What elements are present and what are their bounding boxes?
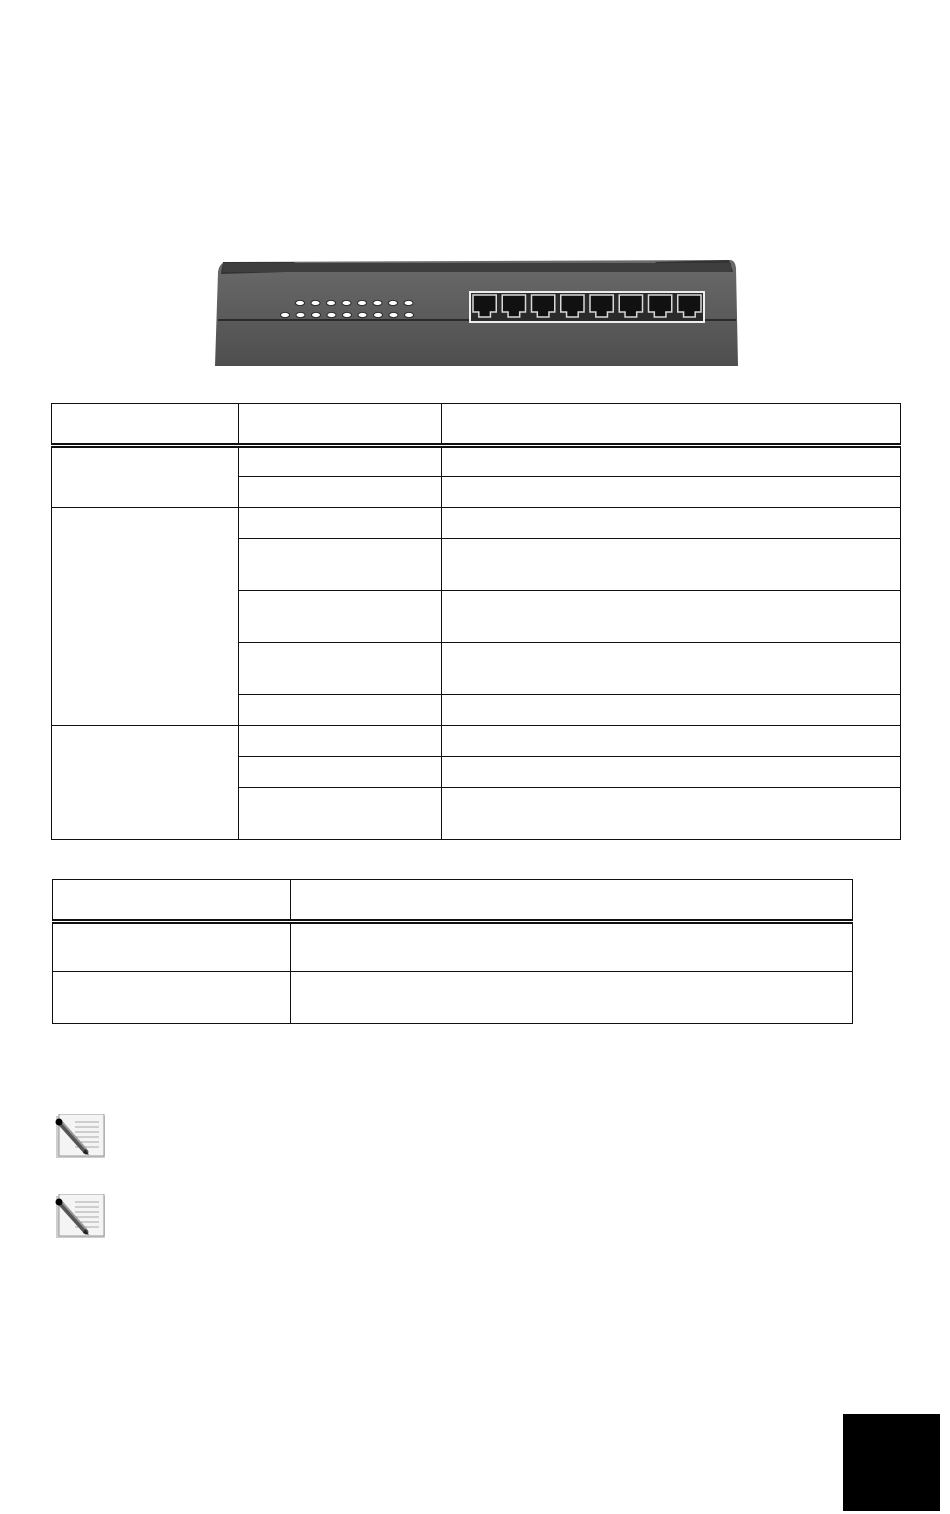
led-indicator	[311, 300, 320, 305]
description-cell	[442, 508, 901, 539]
description-cell	[442, 695, 901, 726]
status-cell	[239, 477, 442, 508]
status-cell	[239, 788, 442, 840]
led-indicator	[343, 312, 352, 317]
status-cell	[239, 757, 442, 788]
led-indicator	[374, 312, 383, 317]
header-cell-led	[52, 404, 239, 446]
table-row	[52, 726, 901, 757]
led-indicator	[373, 300, 382, 305]
status-cell	[239, 726, 442, 757]
description-cell	[291, 922, 853, 972]
led-indicator	[342, 300, 351, 305]
table-row	[53, 972, 853, 1024]
header-cell-item	[53, 880, 291, 922]
status-cell	[239, 695, 442, 726]
table-header-row	[53, 880, 853, 922]
description-cell	[442, 726, 901, 757]
status-cell	[239, 591, 442, 643]
led-indicator	[358, 300, 367, 305]
description-cell	[442, 757, 901, 788]
led-indicator	[389, 312, 398, 317]
description-cell	[442, 477, 901, 508]
table-row	[52, 508, 901, 539]
table-row	[52, 446, 901, 477]
header-cell-description	[291, 880, 853, 922]
led-indicator	[327, 312, 336, 317]
page-edge-tab	[843, 1414, 940, 1511]
description-cell	[442, 591, 901, 643]
status-cell	[239, 643, 442, 695]
led-indicator	[327, 300, 336, 305]
description-cell	[442, 446, 901, 477]
group-label-cell	[52, 726, 239, 840]
led-indicator	[312, 312, 321, 317]
note-pencil-icon	[53, 1194, 105, 1240]
group-label-cell	[52, 446, 239, 508]
led-indicator	[358, 312, 367, 317]
status-cell	[239, 446, 442, 477]
group-label-cell	[52, 508, 239, 726]
status-cell	[239, 539, 442, 591]
note-pencil-icon	[53, 1114, 105, 1160]
led-indicator	[389, 300, 398, 305]
led-indicator	[281, 312, 290, 317]
header-cell-status	[239, 404, 442, 446]
description-cell	[442, 643, 901, 695]
led-indicator	[296, 300, 305, 305]
button-table	[52, 879, 853, 1024]
description-cell	[291, 972, 853, 1024]
description-cell	[442, 788, 901, 840]
led-status-table	[51, 403, 901, 840]
table-header-row	[52, 404, 901, 446]
table-row	[53, 922, 853, 972]
item-cell	[53, 922, 291, 972]
led-indicator	[404, 300, 413, 305]
led-indicator	[405, 312, 414, 317]
led-indicator	[296, 312, 305, 317]
switch-front-panel-illustration	[215, 258, 738, 366]
status-cell	[239, 508, 442, 539]
header-cell-description	[442, 404, 901, 446]
description-cell	[442, 539, 901, 591]
item-cell	[53, 972, 291, 1024]
